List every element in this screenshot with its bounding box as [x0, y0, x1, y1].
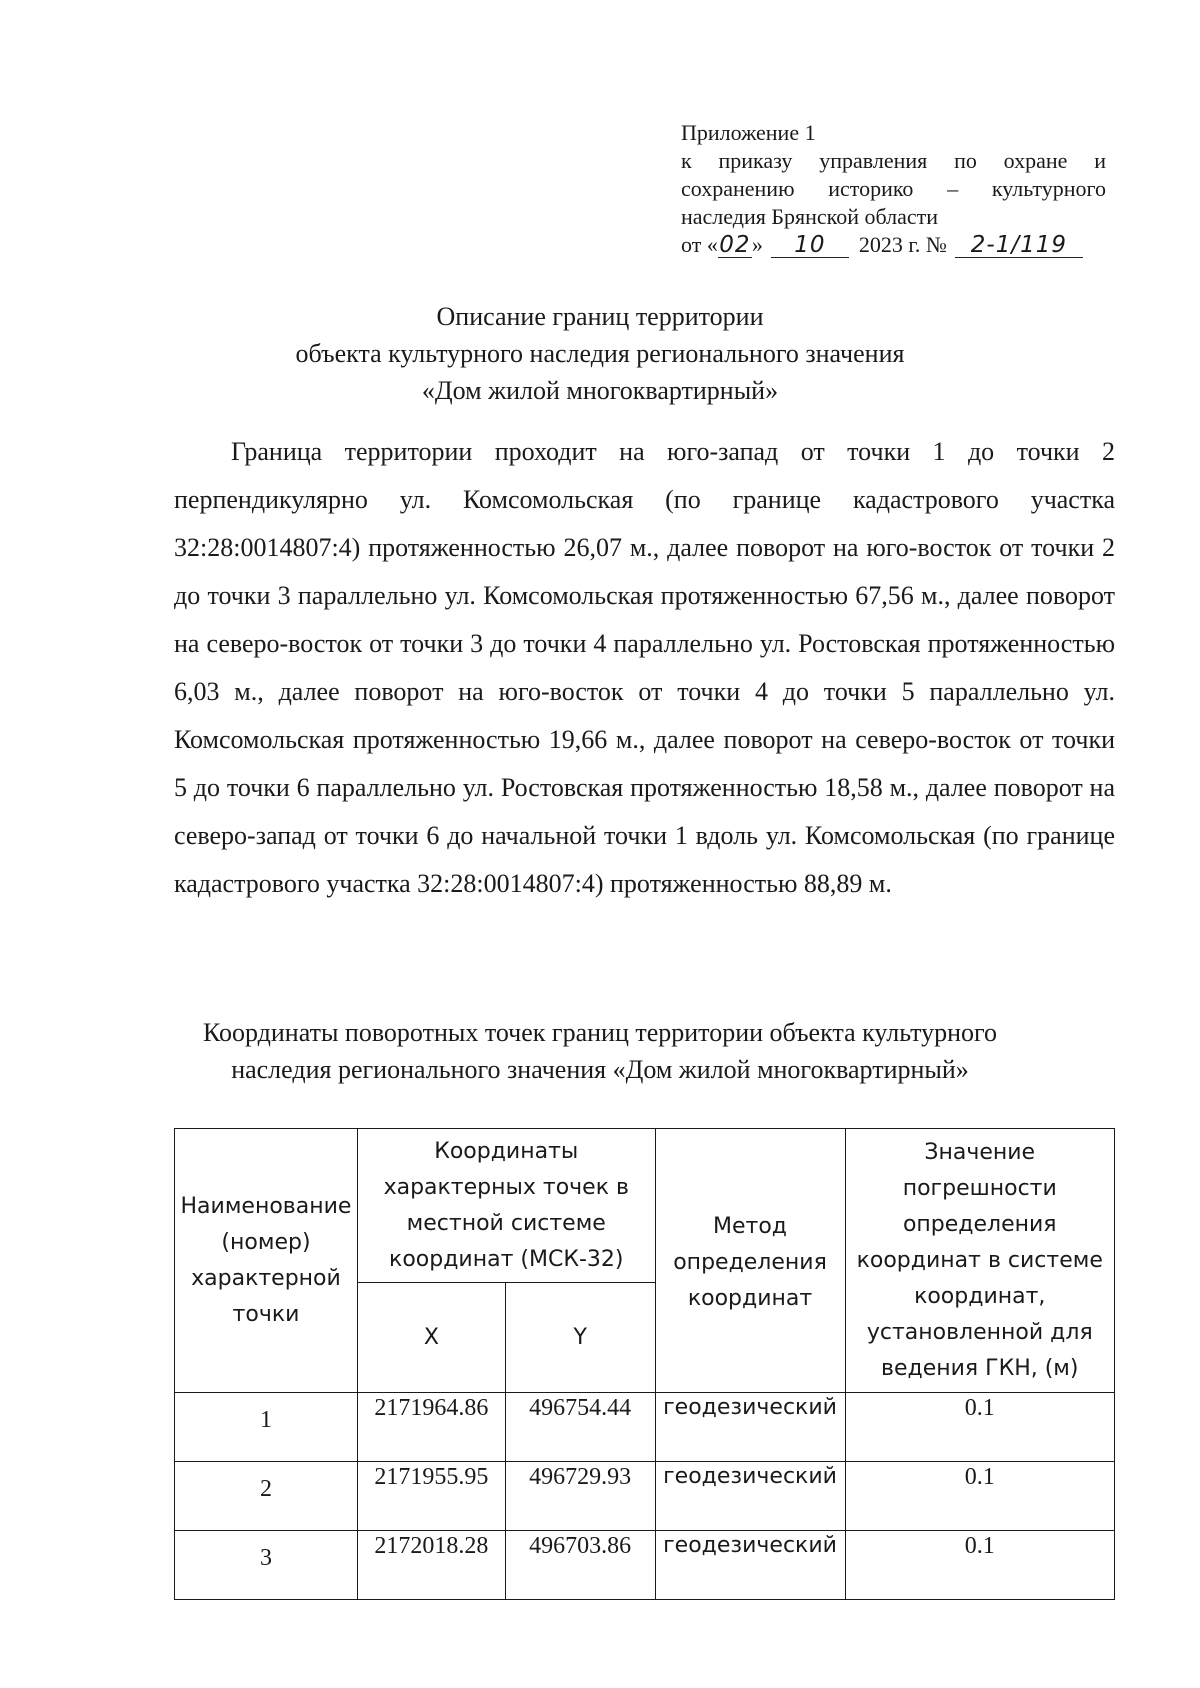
- cell-point: 3: [175, 1531, 358, 1600]
- cell-accuracy: 0.1: [845, 1531, 1115, 1600]
- cell-y: 496729.93: [505, 1462, 655, 1531]
- header-point-name: Наименование (номер) характерной точки: [175, 1129, 358, 1393]
- cell-y: 496703.86: [505, 1531, 655, 1600]
- table-header-row: [175, 1129, 1115, 1283]
- appendix-title: Приложение 1: [681, 120, 816, 145]
- title-line-3: «Дом жилой многоквартирный»: [421, 376, 779, 405]
- appendix-header: [681, 119, 1106, 259]
- title-line-2: объекта культурного наследия регионального значения: [295, 339, 905, 368]
- caption-line-2: наследия регионального значения «Дом жилой многоквартирный»: [231, 1055, 969, 1084]
- header-coordinates: Координаты характерных точек в местной системе координат (МСК-32): [357, 1129, 655, 1283]
- cell-accuracy: 0.1: [845, 1462, 1115, 1531]
- cell-y: 496754.44: [505, 1393, 655, 1462]
- document-title: [150, 298, 1050, 409]
- appendix-line-3: сохранению историко – культурного: [681, 176, 1106, 201]
- cell-method: геодезический: [655, 1393, 845, 1462]
- coordinates-table: [174, 1128, 1115, 1600]
- table-row: [175, 1531, 1115, 1600]
- cell-point: 1: [175, 1393, 358, 1462]
- table-row: [175, 1462, 1115, 1531]
- caption-line-1: Координаты поворотных точек границ территории объекта культурного: [202, 1018, 998, 1047]
- cell-method: геодезический: [655, 1462, 845, 1531]
- appendix-line-4: наследия Брянской области: [681, 204, 939, 229]
- appendix-line-2: к приказу управления по охране и: [681, 148, 1106, 173]
- cell-x: 2171955.95: [357, 1462, 505, 1531]
- date-day: 02: [719, 232, 751, 258]
- header-method: Метод определения координат: [655, 1129, 845, 1393]
- table-row: [175, 1393, 1115, 1462]
- coordinates-caption: [150, 1014, 1050, 1088]
- date-mid: »: [751, 232, 763, 257]
- date-prefix: от «: [681, 232, 718, 257]
- header-accuracy: Значение погрешности определения координат в системе координат, установленной для ведения ГКН, (м): [845, 1129, 1115, 1393]
- date-year: 2023 г. №: [858, 232, 947, 257]
- cell-method: геодезический: [655, 1531, 845, 1600]
- date-month: 10: [771, 233, 849, 258]
- appendix-date-line: [681, 231, 1106, 259]
- order-number: 2-1/119: [955, 233, 1083, 258]
- cell-point: 2: [175, 1462, 358, 1531]
- cell-x: 2172018.28: [357, 1531, 505, 1600]
- cell-x: 2171964.86: [357, 1393, 505, 1462]
- header-x: X: [357, 1283, 505, 1393]
- boundary-description: Граница территории проходит на юго-запад от точки 1 до точки 2 перпендикулярно ул. Комсомольская (по границе кадастрового участка 32:28:0014807:4) протяженностью 26,07 м., далее поворот на юго-восток от точки 2 до точки 3 параллельно ул. Комсомольская протяженностью 67,56 м., далее поворот на северо-восток от точки 3 до точки 4 параллельно ул. Ростовская протяженностью 6,03 м., далее поворот на юго-восток от точки 4 до точки 5 параллельно ул. Комсомольская протяженностью 19,66 м., далее поворот на северо-восток от точки 5 до точки 6 параллельно ул. Ростовская протяженностью 18,58 м., далее поворот на северо-запад от точки 6 до начальной точки 1 вдоль ул. Комсомольская (по границе кадастрового участка 32:28:0014807:4) протяженностью 88,89 м.: [174, 437, 1115, 898]
- cell-accuracy: 0.1: [845, 1393, 1115, 1462]
- title-line-1: Описание границ территории: [436, 302, 764, 331]
- header-y: Y: [505, 1283, 655, 1393]
